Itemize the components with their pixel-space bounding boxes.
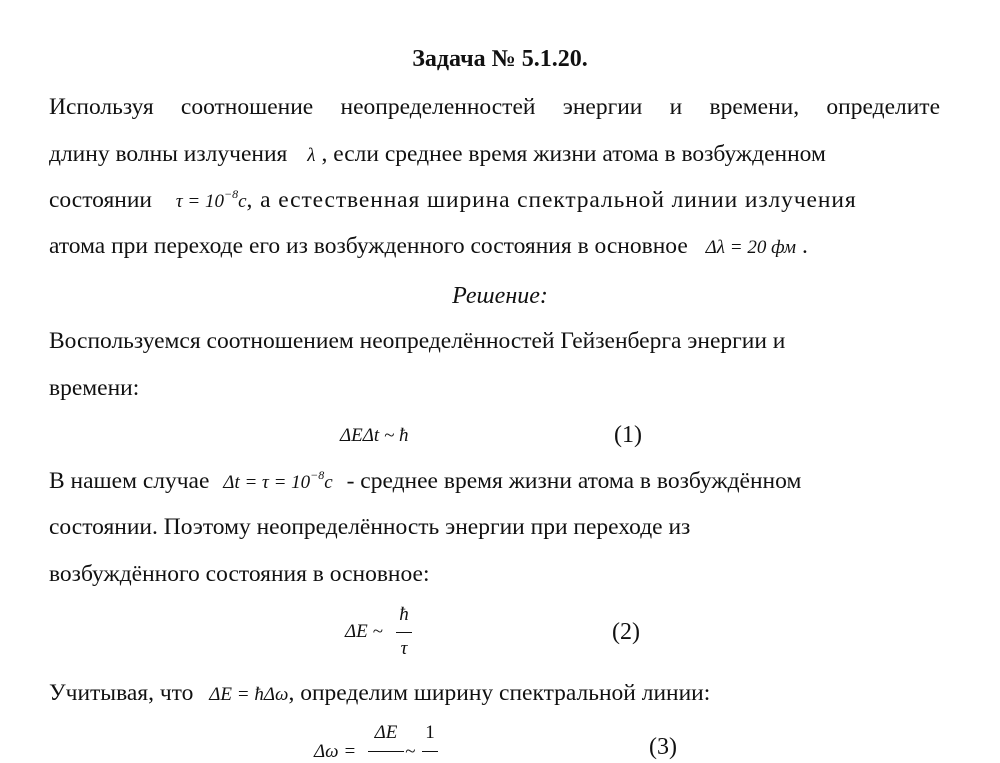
equation-2-number: (2) xyxy=(612,619,640,645)
problem-text: . xyxy=(802,233,808,259)
solution-para2-line3: возбуждённого состояния в основное: xyxy=(49,561,430,587)
equation-2-denominator: τ xyxy=(400,638,408,659)
problem-title: Задача № 5.1.20. xyxy=(412,46,588,72)
lifetime-exponent: −8 xyxy=(224,187,239,201)
problem-text: длину волны излучения xyxy=(49,141,288,167)
problem-text: , если среднее время жизни атома в возбужденном xyxy=(321,141,826,167)
time-uncertainty-exponent: −8 xyxy=(310,468,325,482)
solution-para3 xyxy=(49,680,710,707)
equation-3-fraction-1-numerator: ΔE xyxy=(374,722,398,743)
lifetime-value: τ = 10 xyxy=(175,191,224,212)
solution-text: - среднее время жизни атома в возбуждённом xyxy=(346,468,802,494)
solution-text: Учитывая, что xyxy=(49,680,194,706)
equation-2-lhs: ΔE ~ xyxy=(345,621,383,642)
problem-text: , а естественная ширина спектральной линии излучения xyxy=(246,187,857,213)
equation-2-numerator: ħ xyxy=(399,604,409,625)
problem-line-4 xyxy=(49,233,808,260)
solution-para1-line1: Воспользуемся соотношением неопределённостей Гейзенберга энергии и xyxy=(49,328,786,354)
fraction-bar xyxy=(422,751,438,752)
lifetime-formula xyxy=(175,187,247,212)
solution-para2-line1 xyxy=(49,468,801,495)
problem-line-3 xyxy=(49,187,857,214)
problem-text: атома при переходе его из возбужденного состояния в основное xyxy=(49,233,688,259)
solution-text: , определим ширину спектральной линии: xyxy=(288,680,711,706)
problem-line-1: Используя соотношение неопределенностей энергии и времени, определите xyxy=(49,94,940,120)
energy-frequency-formula: ΔE = ħΔω xyxy=(209,684,289,705)
solution-para2-line2: состоянии. Поэтому неопределённость энергии при переходе из xyxy=(49,514,691,540)
wavelength-symbol: λ xyxy=(307,145,316,166)
equation-3-fraction-2-numerator: 1 xyxy=(425,722,435,743)
solution-text: В нашем случае xyxy=(49,468,210,494)
equation-3-lhs: Δω = xyxy=(314,741,357,762)
time-uncertainty-unit: c xyxy=(324,472,333,493)
problem-text: состоянии xyxy=(49,187,152,213)
equation-3-tilde: ~ xyxy=(405,741,416,762)
time-uncertainty-value: Δt = τ = 10 xyxy=(223,472,311,493)
equation-1-number: (1) xyxy=(614,422,642,448)
solution-heading: Решение: xyxy=(452,283,548,309)
equation-1: ΔEΔt ~ ħ xyxy=(340,425,409,446)
lifetime-unit: c xyxy=(238,191,247,212)
time-uncertainty-formula xyxy=(223,468,333,493)
fraction-bar xyxy=(368,751,404,752)
fraction-bar xyxy=(396,632,412,633)
equation-3-number: (3) xyxy=(649,734,677,760)
solution-para1-line2: времени: xyxy=(49,375,140,401)
problem-line-2 xyxy=(49,141,826,168)
linewidth-formula: Δλ = 20 фм xyxy=(705,237,796,258)
